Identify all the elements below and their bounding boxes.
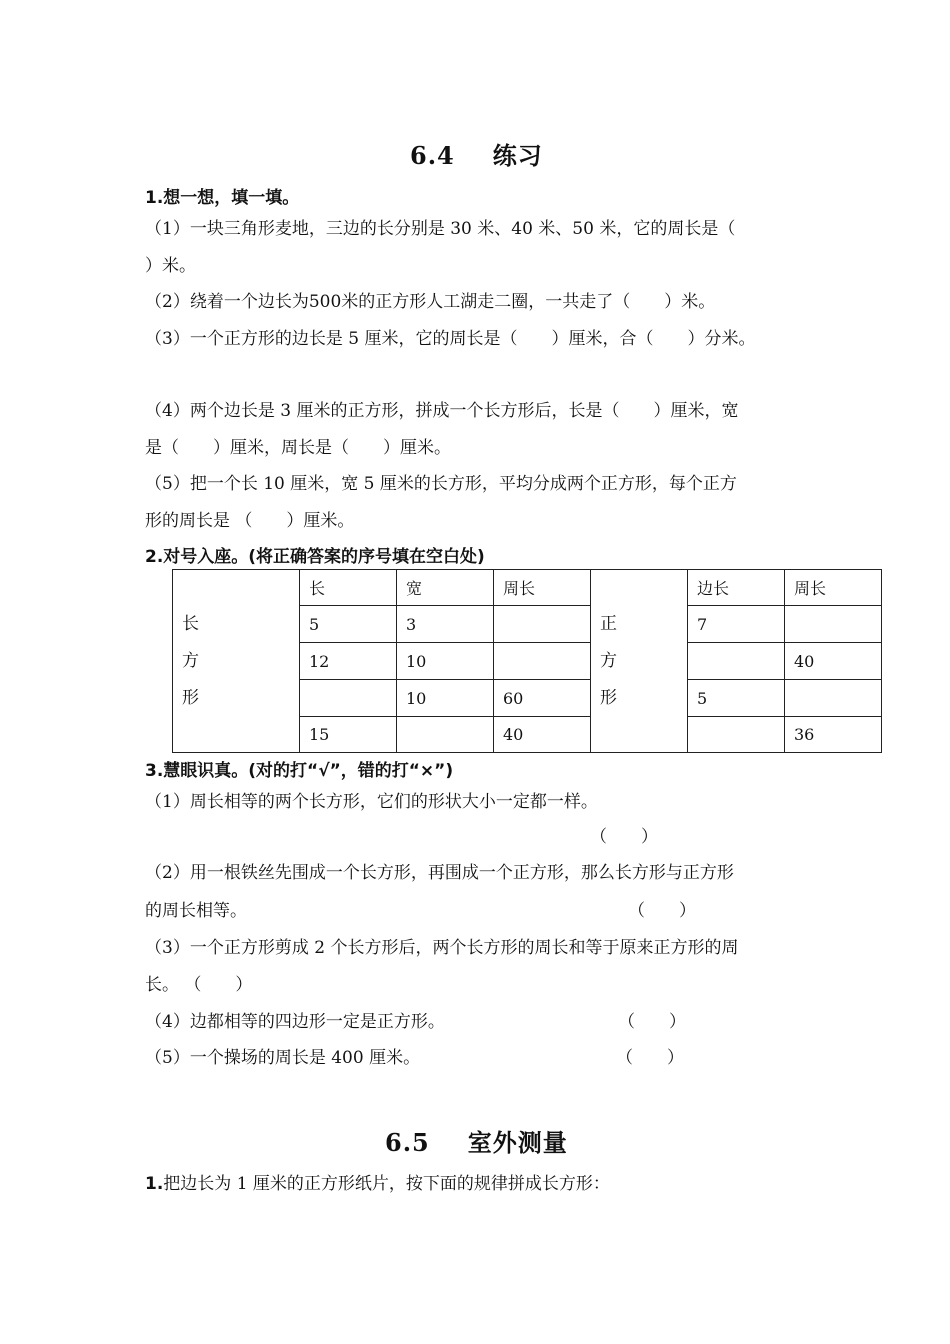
square-cell[interactable]: [688, 717, 785, 753]
q2-heading: 2.对号入座。(将正确答案的序号填在空白处): [145, 547, 485, 567]
q3-answer-5[interactable]: （ ）: [616, 1048, 684, 1068]
q3-item-3-line-1: （3）一个正方形剪成 2 个长方形后，两个长方形的周长和等于原来正方形的周: [145, 938, 739, 958]
square-cell[interactable]: 5: [688, 680, 785, 717]
q1-item-2: （2）绕着一个边长为500米的正方形人工湖走二圈，一共走了（ ）米。: [145, 292, 716, 312]
q3-answer-1[interactable]: （ ）: [590, 827, 658, 847]
q1-item-5-line-2: 形的周长是 （ ）厘米。: [145, 511, 355, 531]
rect-cell[interactable]: 60: [494, 680, 591, 717]
q3-item-2-line-2: 的周长相等。: [145, 901, 247, 921]
rect-cell[interactable]: 5: [300, 606, 397, 643]
section-title-text: 室外测量: [467, 1128, 568, 1157]
q3-answer-4[interactable]: （ ）: [618, 1012, 686, 1032]
section-title-text: 练习: [492, 141, 543, 170]
rect-header-width: 宽: [397, 570, 494, 606]
rect-cell[interactable]: [397, 717, 494, 753]
rect-header-length: 长: [300, 570, 397, 606]
section-title-6-5: [385, 1123, 568, 1158]
square-cell[interactable]: 36: [785, 717, 882, 753]
q3-item-4: （4）边都相等的四边形一定是正方形。: [145, 1012, 445, 1032]
q1-item-5-line-1: （5）把一个长 10 厘米，宽 5 厘米的长方形，平均分成两个正方形，每个正方: [145, 474, 737, 494]
rect-cell[interactable]: [300, 680, 397, 717]
q3-item-2-line-1: （2）用一根铁丝先围成一个长方形，再围成一个正方形，那么长方形与正方形: [145, 863, 734, 883]
q1-text: 把边长为 1 厘米的正方形纸片，按下面的规律拼成长方形：: [163, 1174, 610, 1194]
section-title-6-4: [410, 136, 543, 171]
q1-item-1-line-2: ）米。: [145, 256, 196, 276]
section2-q1: [145, 1169, 610, 1194]
answer-table: [172, 569, 882, 753]
section-number: 6.4: [410, 141, 455, 170]
q1-heading: 1.想一想，填一填。: [145, 188, 300, 208]
rect-cell[interactable]: 10: [397, 680, 494, 717]
q3-item-3-line-2: 长。 （ ）: [145, 975, 253, 995]
rect-cell[interactable]: 12: [300, 643, 397, 680]
square-cell[interactable]: [785, 680, 882, 717]
q3-item-1: （1）周长相等的两个长方形，它们的形状大小一定都一样。: [145, 792, 598, 812]
rect-cell[interactable]: 10: [397, 643, 494, 680]
q1-item-3: （3）一个正方形的边长是 5 厘米，它的周长是（ ）厘米，合（ ）分米。: [145, 329, 756, 349]
q1-item-1-line-1: （1）一块三角形麦地，三边的长分别是 30 米、40 米、50 米，它的周长是（: [145, 219, 736, 239]
rect-header-perimeter: 周长: [494, 570, 591, 606]
q3-heading: 3.慧眼识真。(对的打“√”，错的打“×”): [145, 761, 454, 781]
rect-cell[interactable]: [494, 643, 591, 680]
square-cell[interactable]: 40: [785, 643, 882, 680]
rect-cell[interactable]: 15: [300, 717, 397, 753]
square-cell[interactable]: [688, 643, 785, 680]
rect-cell[interactable]: 3: [397, 606, 494, 643]
rect-cell[interactable]: 40: [494, 717, 591, 753]
q1-item-4-line-2: 是（ ）厘米，周长是（ ）厘米。: [145, 438, 451, 458]
square-cell[interactable]: 7: [688, 606, 785, 643]
square-label: 正 方 形: [591, 570, 688, 753]
q1-number: 1.: [145, 1174, 164, 1194]
square-header-perimeter: 周长: [785, 570, 882, 606]
rect-cell[interactable]: [494, 606, 591, 643]
q3-answer-2[interactable]: （ ）: [628, 901, 696, 921]
square-header-side: 边长: [688, 570, 785, 606]
square-cell[interactable]: [785, 606, 882, 643]
q1-item-4-line-1: （4）两个边长是 3 厘米的正方形，拼成一个长方形后，长是（ ）厘米，宽: [145, 401, 739, 421]
q3-item-5: （5）一个操场的周长是 400 厘米。: [145, 1048, 421, 1068]
section-number: 6.5: [385, 1128, 430, 1157]
rect-label: 长 方 形: [173, 570, 300, 753]
